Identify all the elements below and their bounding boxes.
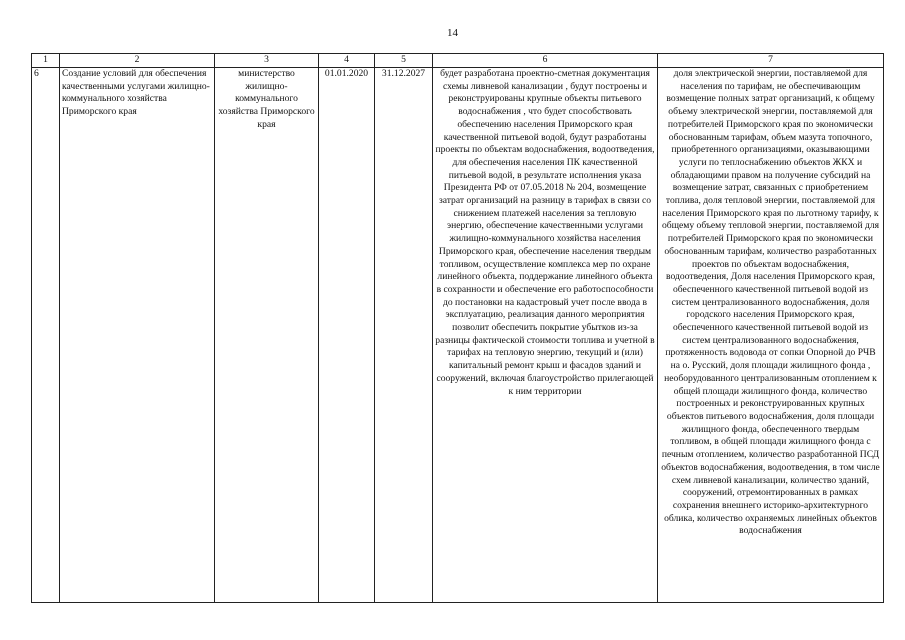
page-number: 14: [447, 27, 458, 39]
end-date-cell: 31.12.2027: [375, 68, 433, 603]
column-header-6: 6: [433, 54, 658, 68]
start-date-cell: 01.01.2020: [319, 68, 375, 603]
column-header-7: 7: [658, 54, 884, 68]
measure-name-cell: Создание условий для обеспечения качественными услугами жилищно-коммунального хозяйства Приморского края: [60, 68, 215, 603]
measures-table: [31, 53, 884, 603]
row-number-cell: 6: [32, 68, 60, 603]
table-row: [32, 68, 884, 603]
column-header-4: 4: [319, 54, 375, 68]
column-header-1: 1: [32, 54, 60, 68]
column-header-3: 3: [215, 54, 319, 68]
header-row: [32, 54, 884, 68]
indicators-cell: доля электрической энергии, поставляемой для населения по тарифам, не обеспечивающим возмещение полных затрат организаций, к общему объему электрической энергии, поставляемой для потребителей Приморского края по экономически обоснованным тарифам, объем мазута топочного, приобретенного организациями, оказывающими услуги по теплоснабжению объектов ЖКХ и обладающими правом на получение субсидий на возмещение затрат, связанных с приобретением топлива, доля тепловой энергии, поставляемой для населения Приморского края по льготному тарифу, к общему объему тепловой энергии, поставляемой для потребителей Приморского края по экономически обоснованным тарифам, количество разработанных проектов по объектам водоснабжения, водоотведения, Доля населения Приморского края, обеспеченного качественной питьевой водой из систем централизованного водоснабжения, доля городского населения Приморского края, обеспеченного качественной питьевой водой из систем централизованного водоснабжения, протяженность водовода от сопки Опорной до РЧВ на о. Русский, доля площади жилищного фонда , необорудованного централизованным отоплением к общей площади жилищного фонда, количество построенных и реконструированных крупных объектов питьевого водоснабжения, доля площади жилищного фонда, обеспеченного твердым топливом, в общей площади жилищного фонда с печным отоплением, количество разработанной ПСД объектов водоснабжения, водоотведения, в том числе схем ливневой канализации, количество зданий, сооружений, отремонтированных в рамках сохранения внешнего историко-архитектурного облика, количество охраняемых линейных объектов водоснабжения: [658, 68, 884, 603]
column-header-2: 2: [60, 54, 215, 68]
column-header-5: 5: [375, 54, 433, 68]
expected-results-cell: будет разработана проектно-сметная документация схемы ливневой канализации , будут построены и реконструированы крупные объекты питьевого водоснабжения , что будет способствовать обеспечению населения Приморского края качественной питьевой водой, будут разработаны проекты по объектам водоснабжения, водоотведения, для обеспечения населения ПК качественной питьевой водой, в результате исполнения указа Президента РФ от 07.05.2018 № 204, возмещение затрат организаций на разницу в тарифах в связи со снижением платежей населения за тепловую энергию, обеспечение качественными услугами жилищно-коммунального хозяйства населения Приморского края, обеспечение населения твердым топливом, осуществление комплекса мер по охране линейного объекта, поддержание линейного объекта в сохранности и обеспечение его работоспособности до постановки на кадастровый учет после ввода в эксплуатацию, реализация данного мероприятия позволит обеспечить покрытие убытков из-за разницы фактической стоимости топлива и учетной в тарифах на тепловую энергию, текущий и (или) капитальный ремонт крыш и фасадов зданий и сооружений, включая благоустройство прилегающей к ним территории: [433, 68, 658, 603]
executor-cell: министерство жилищно-коммунального хозяйства Приморского края: [215, 68, 319, 603]
